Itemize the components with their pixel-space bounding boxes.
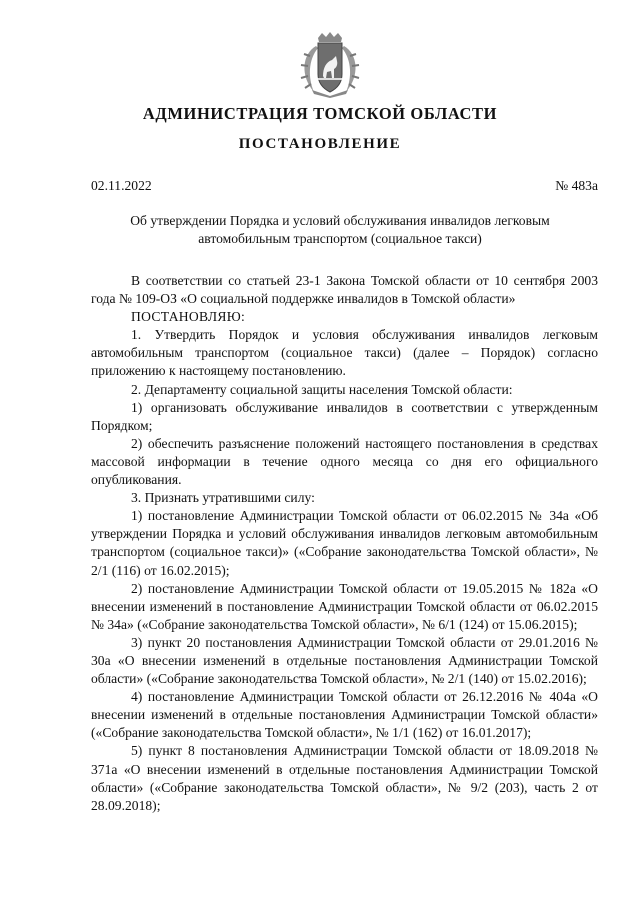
- body-paragraph: 3. Признать утратившими силу:: [131, 490, 315, 506]
- document-body: [91, 272, 598, 815]
- body-paragraph: 1. Утвердить Порядок и условия обслуживания инвалидов легковым автомобильным транспортом (социальное такси) (далее – Порядок) согласно приложению к настоящему постановлению.: [91, 327, 598, 379]
- body-paragraph: 2) обеспечить разъяснение положений настоящего постановления в средствах массовой информации в течение одного месяца со дня его официального опубликования.: [91, 435, 598, 488]
- document-type: ПОСТАНОВЛЕНИЕ: [238, 136, 402, 152]
- document-date: 02.11.2022: [91, 178, 152, 193]
- body-paragraph: 1) постановление Администрации Томской области от 06.02.2015 № 34а «Об утверждении Порядка и условий обслуживания инвалидов легковым автомобильным транспортом (социальное такси)» («Собрание законодательства Томской области», № 2/1 (116) от 16.02.2015);: [91, 508, 598, 578]
- body-paragraph: 5) пункт 8 постановления Администрации Томской области от 18.09.2018 № 371а «О внесении изменений в отдельные постановления Администрации Томской области» («Собрание законодательства Томской области», № 9/2 (203), часть 2 от 28.09.2018);: [91, 743, 598, 813]
- document-title-line: автомобильным транспортом (социальное такси): [198, 231, 482, 246]
- body-paragraph: 2) постановление Администрации Томской области от 19.05.2015 № 182а «О внесении изменений в постановление Администрации Томской области от 06.02.2015 № 34а» («Собрание законодательства Томской области», № 6/1 (124) от 15.06.2015);: [91, 580, 598, 632]
- body-paragraph: 1) организовать обслуживание инвалидов в соответствии с утвержденным Порядком;: [91, 399, 598, 433]
- decree-heading: ПОСТАНОВЛЯЮ:: [131, 309, 246, 325]
- preamble-paragraph: В соответствии со статьей 23-1 Закона Томской области от 10 сентября 2003 года № 109-ОЗ «О социальной поддержке инвалидов в Томской области»: [91, 273, 598, 307]
- document-title-line: Об утверждении Порядка и условий обслуживания инвалидов легковым: [130, 213, 550, 228]
- organization-name: АДМИНИСТРАЦИЯ ТОМСКОЙ ОБЛАСТИ: [142, 104, 498, 123]
- body-paragraph: 3) пункт 20 постановления Администрации Томской области от 29.01.2016 № 30а «О внесении изменений в отдельные постановления Администрации Томской области» («Собрание законодательства Томской области», № 2/1 (140) от 15.02.2016);: [91, 634, 598, 687]
- body-paragraph: 2. Департаменту социальной защиты населения Томской области:: [131, 381, 513, 397]
- body-paragraph: 4) постановление Администрации Томской области от 26.12.2016 № 404а «О внесении изменений в отдельные постановления Администрации Томской области» («Собрание законодательства Томской области», № 1/1 (162) от 16.01.2017);: [91, 689, 598, 741]
- document-number: № 483а: [555, 178, 598, 193]
- document-title: [80, 212, 600, 248]
- tomsk-coat-of-arms-icon: [296, 32, 364, 98]
